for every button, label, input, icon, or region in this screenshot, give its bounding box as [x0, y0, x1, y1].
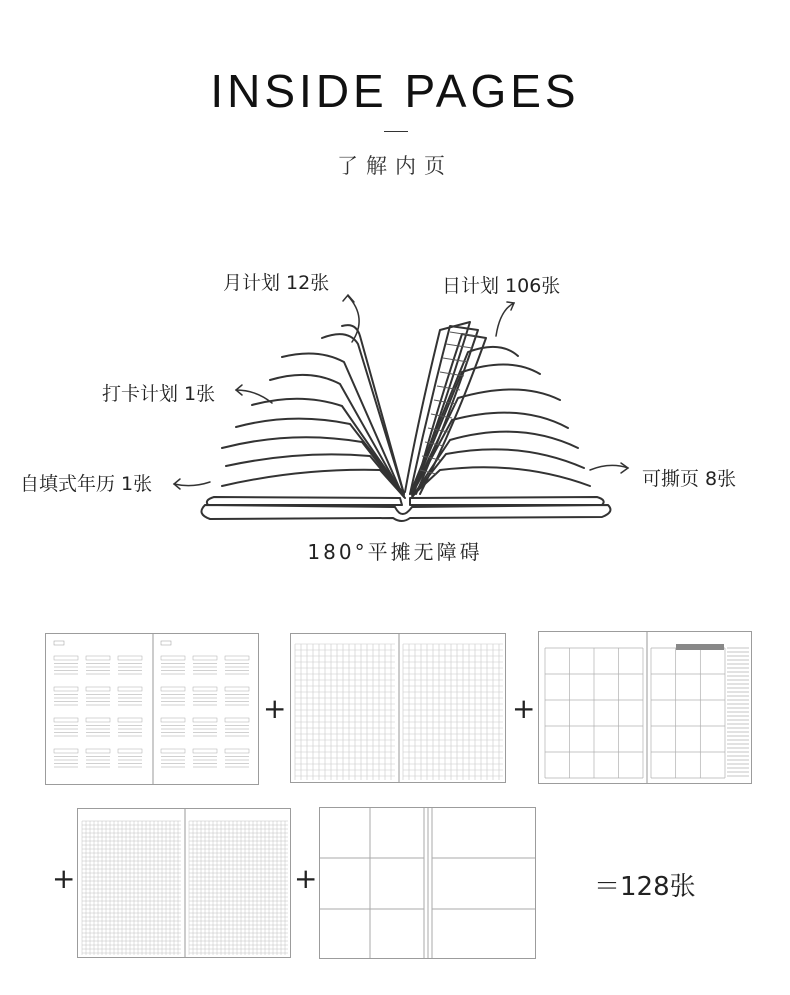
label-monthly-plan: 月计划 12张: [223, 272, 330, 294]
plus-sign-2: +: [512, 692, 536, 725]
plus-sign-4: +: [294, 862, 318, 895]
label-daily-plan: 日计划 106张: [442, 275, 561, 297]
total-pages: ＝128张: [594, 872, 696, 902]
thumb-monthly-plan: [538, 631, 752, 784]
thumb-checkin-grid: [290, 633, 506, 783]
label-calendar: 自填式年历 1张: [20, 473, 153, 495]
label-tearable: 可撕页 8张: [642, 468, 737, 490]
flat-open-caption: 180°平摊无障碍: [307, 540, 483, 564]
thumb-daily-plan: [77, 808, 291, 958]
plus-sign-3: +: [52, 862, 76, 895]
page-subtitle: 了解内页: [337, 154, 453, 178]
thumb-tearable-pages: [319, 807, 536, 959]
thumb-yearly-calendar: [45, 633, 259, 785]
page-title: INSIDE PAGES: [210, 65, 580, 117]
label-checkin-plan: 打卡计划 1张: [102, 383, 216, 405]
plus-sign-1: +: [263, 692, 287, 725]
